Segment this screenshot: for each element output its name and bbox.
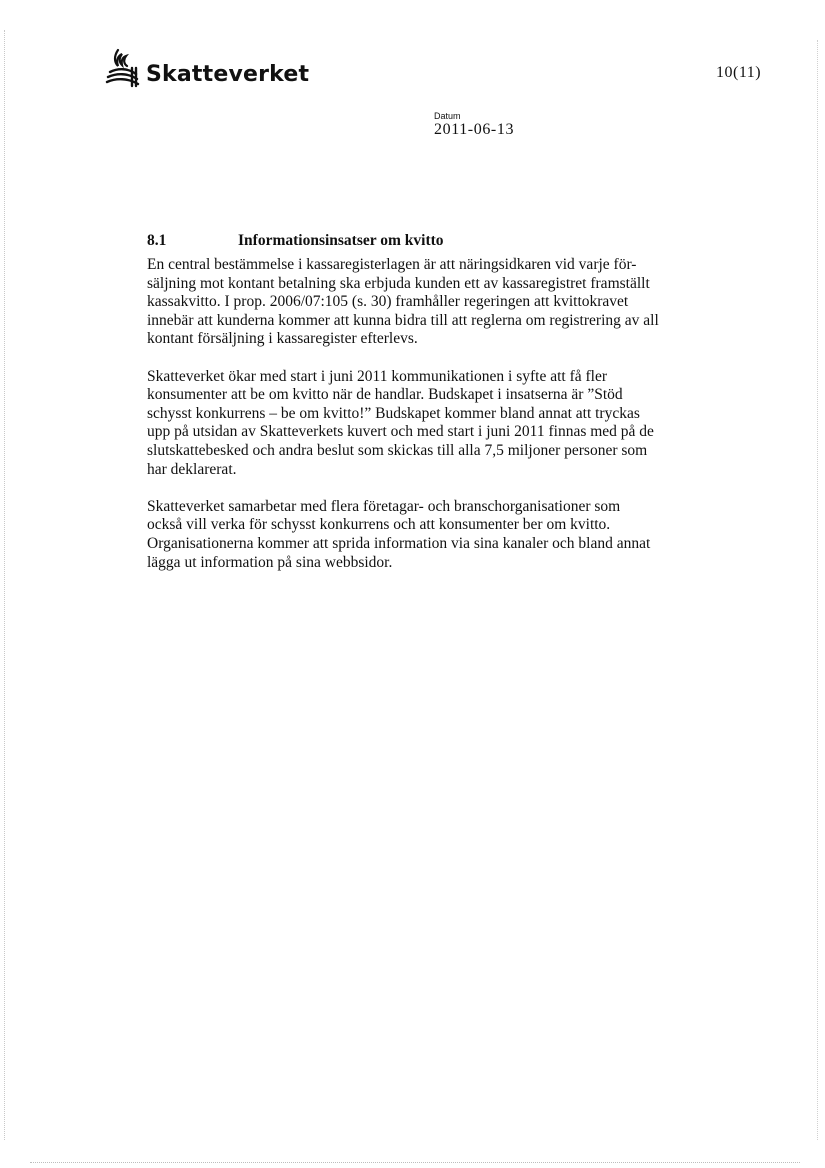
date-value: 2011-06-13	[434, 121, 515, 138]
text-line: säljning mot kontant betalning ska erbjuda kunden ett av kassaregistret framställt	[147, 274, 650, 292]
paragraph	[147, 256, 687, 349]
text-line: Organisationerna kommer att sprida information via sina kanaler och bland annat	[147, 534, 651, 552]
section-heading	[147, 232, 444, 250]
crown-swirl-icon	[104, 48, 140, 88]
section-number: 8.1	[147, 232, 167, 249]
logo-text: Skatteverket	[146, 62, 310, 87]
text-line: konsumenter att be om kvitto när de handlar. Budskapet i insatserna är ”Stöd	[147, 386, 623, 404]
text-line: slutskattebesked och andra beslut som skickas till alla 7,5 miljoner personer som	[147, 441, 648, 459]
scan-edge-bottom	[30, 1162, 800, 1164]
paragraph	[147, 498, 687, 572]
text-line: schysst konkurrens – be om kvitto!” Budskapet kommer bland annat att tryckas	[147, 404, 640, 422]
text-line: upp på utsidan av Skatteverkets kuvert och med start i juni 2011 finnas med på de	[147, 423, 654, 441]
text-line: kassakvitto. I prop. 2006/07:105 (s. 30) framhåller regeringen att kvittokravet	[147, 293, 629, 311]
scan-edge-left	[4, 30, 6, 1140]
body-text	[147, 256, 687, 591]
text-line: Skatteverket ökar med start i juni 2011 kommunikationen i syfte att få fler	[147, 367, 607, 385]
text-line: kontant försäljning i kassaregister efterlevs.	[147, 330, 418, 348]
text-line: också vill verka för schysst konkurrens och att konsumenter ber om kvitto.	[147, 516, 611, 534]
paragraph	[147, 368, 687, 480]
skatteverket-logo	[104, 48, 309, 88]
page-number: 10(11)	[716, 64, 762, 81]
text-line: lägga ut information på sina webbsidor.	[147, 553, 393, 571]
date-label: Datum	[434, 111, 461, 121]
text-line: Skatteverket samarbetar med flera företagar- och branschorganisationer som	[147, 497, 621, 515]
scan-edge-right	[817, 40, 819, 1140]
section-title: Informationsinsatser om kvitto	[238, 232, 444, 249]
text-line: innebär att kunderna kommer att kunna bidra till att reglerna om registrering av all	[147, 311, 659, 329]
text-line: En central bestämmelse i kassaregisterlagen är att näringsidkaren vid varje för-	[147, 256, 637, 273]
text-line: har deklarerat.	[147, 460, 237, 478]
